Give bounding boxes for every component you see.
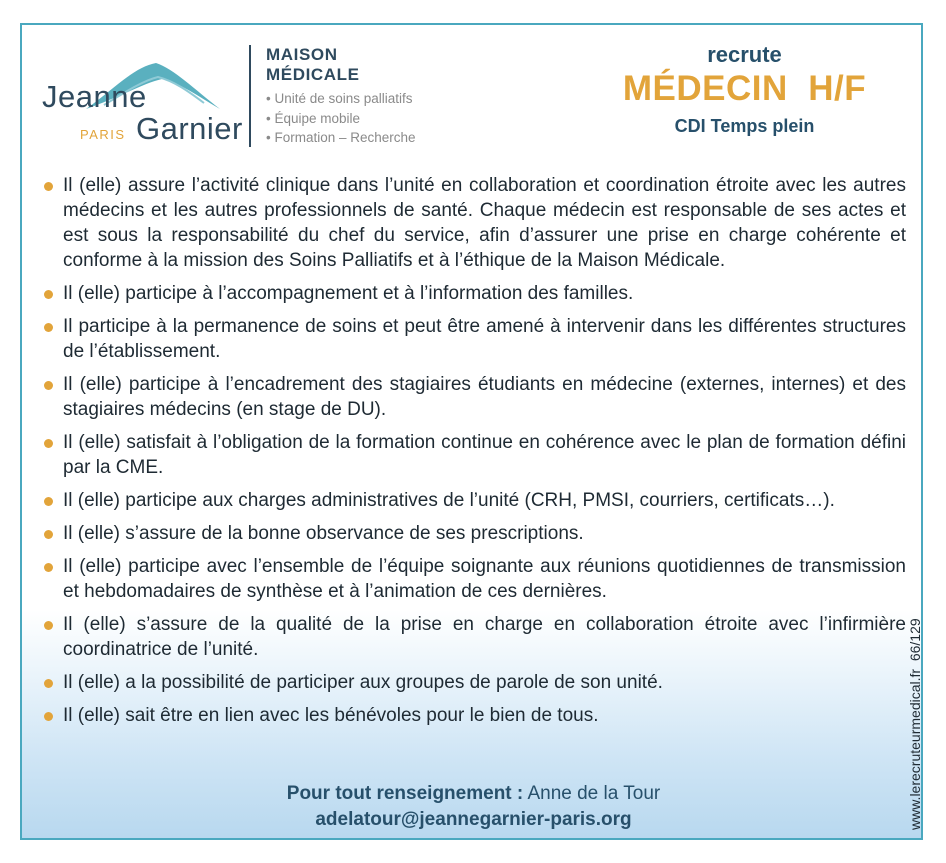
bullet-icon [44,182,53,191]
duty-text: Il (elle) s’assure de la qualité de la prise en charge en collaboration étroite avec l’infirmière coordinatrice de l’unité. [63,614,906,660]
duty-text: Il participe à la permanence de soins et peut être amené à intervenir dans les différentes structures de l’établissement. [63,316,906,362]
bullet-icon [44,381,53,390]
logo-divider [249,45,251,147]
bullet-icon [44,679,53,688]
duty-item [42,703,906,728]
logo-text-garnier: Garnier [136,111,243,146]
duty-item [42,372,906,422]
duty-text: Il (elle) participe à l’accompagnement et à l’information des familles. [63,283,634,304]
bullet-icon [44,621,53,630]
logo-text-jeanne: Jeanne [42,79,147,114]
bullet-icon [44,290,53,299]
services-list [266,89,416,148]
duty-item [42,430,906,480]
duty-text: Il (elle) s’assure de la bonne observance de ses prescriptions. [63,523,584,544]
institution-block [266,45,416,148]
institution-title-line1: MAISON [266,45,338,64]
duty-item [42,521,906,546]
recrute-label: recrute [707,42,782,67]
logo-text-paris: PARIS [80,127,126,142]
bullet-icon [44,323,53,332]
bullet-icon [44,497,53,506]
bullet-icon [44,530,53,539]
job-ad-frame [20,23,923,840]
duty-text: Il (elle) participe aux charges administratives de l’unité (CRH, PMSI, courriers, certificats…). [63,490,835,511]
service-item: • Équipe mobile [266,109,416,129]
duty-item [42,488,906,513]
duty-item [42,281,906,306]
contact-line [22,781,923,807]
institution-title-line2: MÉDICALE [266,65,360,84]
side-reference-text: www.lerecruteurmedical.fr 66/129 [907,618,923,830]
duty-item [42,173,906,273]
duty-item [42,612,906,662]
jeanne-garnier-logo [42,53,272,153]
service-item: • Unité de soins palliatifs [266,89,416,109]
bullet-icon [44,439,53,448]
duty-text: Il (elle) a la possibilité de participer aux groupes de parole de son unité. [63,672,663,693]
duty-item [42,554,906,604]
duty-text: Il (elle) participe avec l’ensemble de l’équipe soignante aux réunions quotidiennes de transmission et hebdomadaires de synthèse et à l’animation de ces dernières. [63,556,906,602]
contact-email-link[interactable]: adelatour@jeannegarnier-paris.org [315,809,632,830]
job-header [582,41,907,139]
bullet-icon [44,563,53,572]
duty-text: Il (elle) assure l’activité clinique dans l’unité en collaboration et coordination étroite avec les autres médecins et les autres professionnels de santé. Chaque médecin est responsable de ses actes et est sous la responsabilité du chef du service, afin d’assurer une prise en charge cohérente et conforme à la mission des Soins Palliatifs et à l’éthique de la Maison Médicale. [63,175,906,271]
duty-item [42,314,906,364]
service-item: • Formation – Recherche [266,128,416,148]
contact-name: Anne de la Tour [523,783,661,804]
duty-item [42,670,906,695]
duties-list [42,173,906,736]
duty-text: Il (elle) participe à l’encadrement des stagiaires étudiants en médecine (externes, internes) et des stagiaires médecins (en stage de DU). [63,374,906,420]
bullet-icon [44,712,53,721]
contact-label: Pour tout renseignement : [286,783,524,804]
contract-type: CDI Temps plein [674,116,815,136]
duty-text: Il (elle) satisfait à l’obligation de la formation continue en cohérence avec le plan de formation défini par la CME. [63,432,906,478]
contact-footer [22,781,923,833]
duty-text: Il (elle) sait être en lien avec les bénévoles pour le bien de tous. [63,705,599,726]
job-title: MÉDECIN H/F [622,69,867,108]
